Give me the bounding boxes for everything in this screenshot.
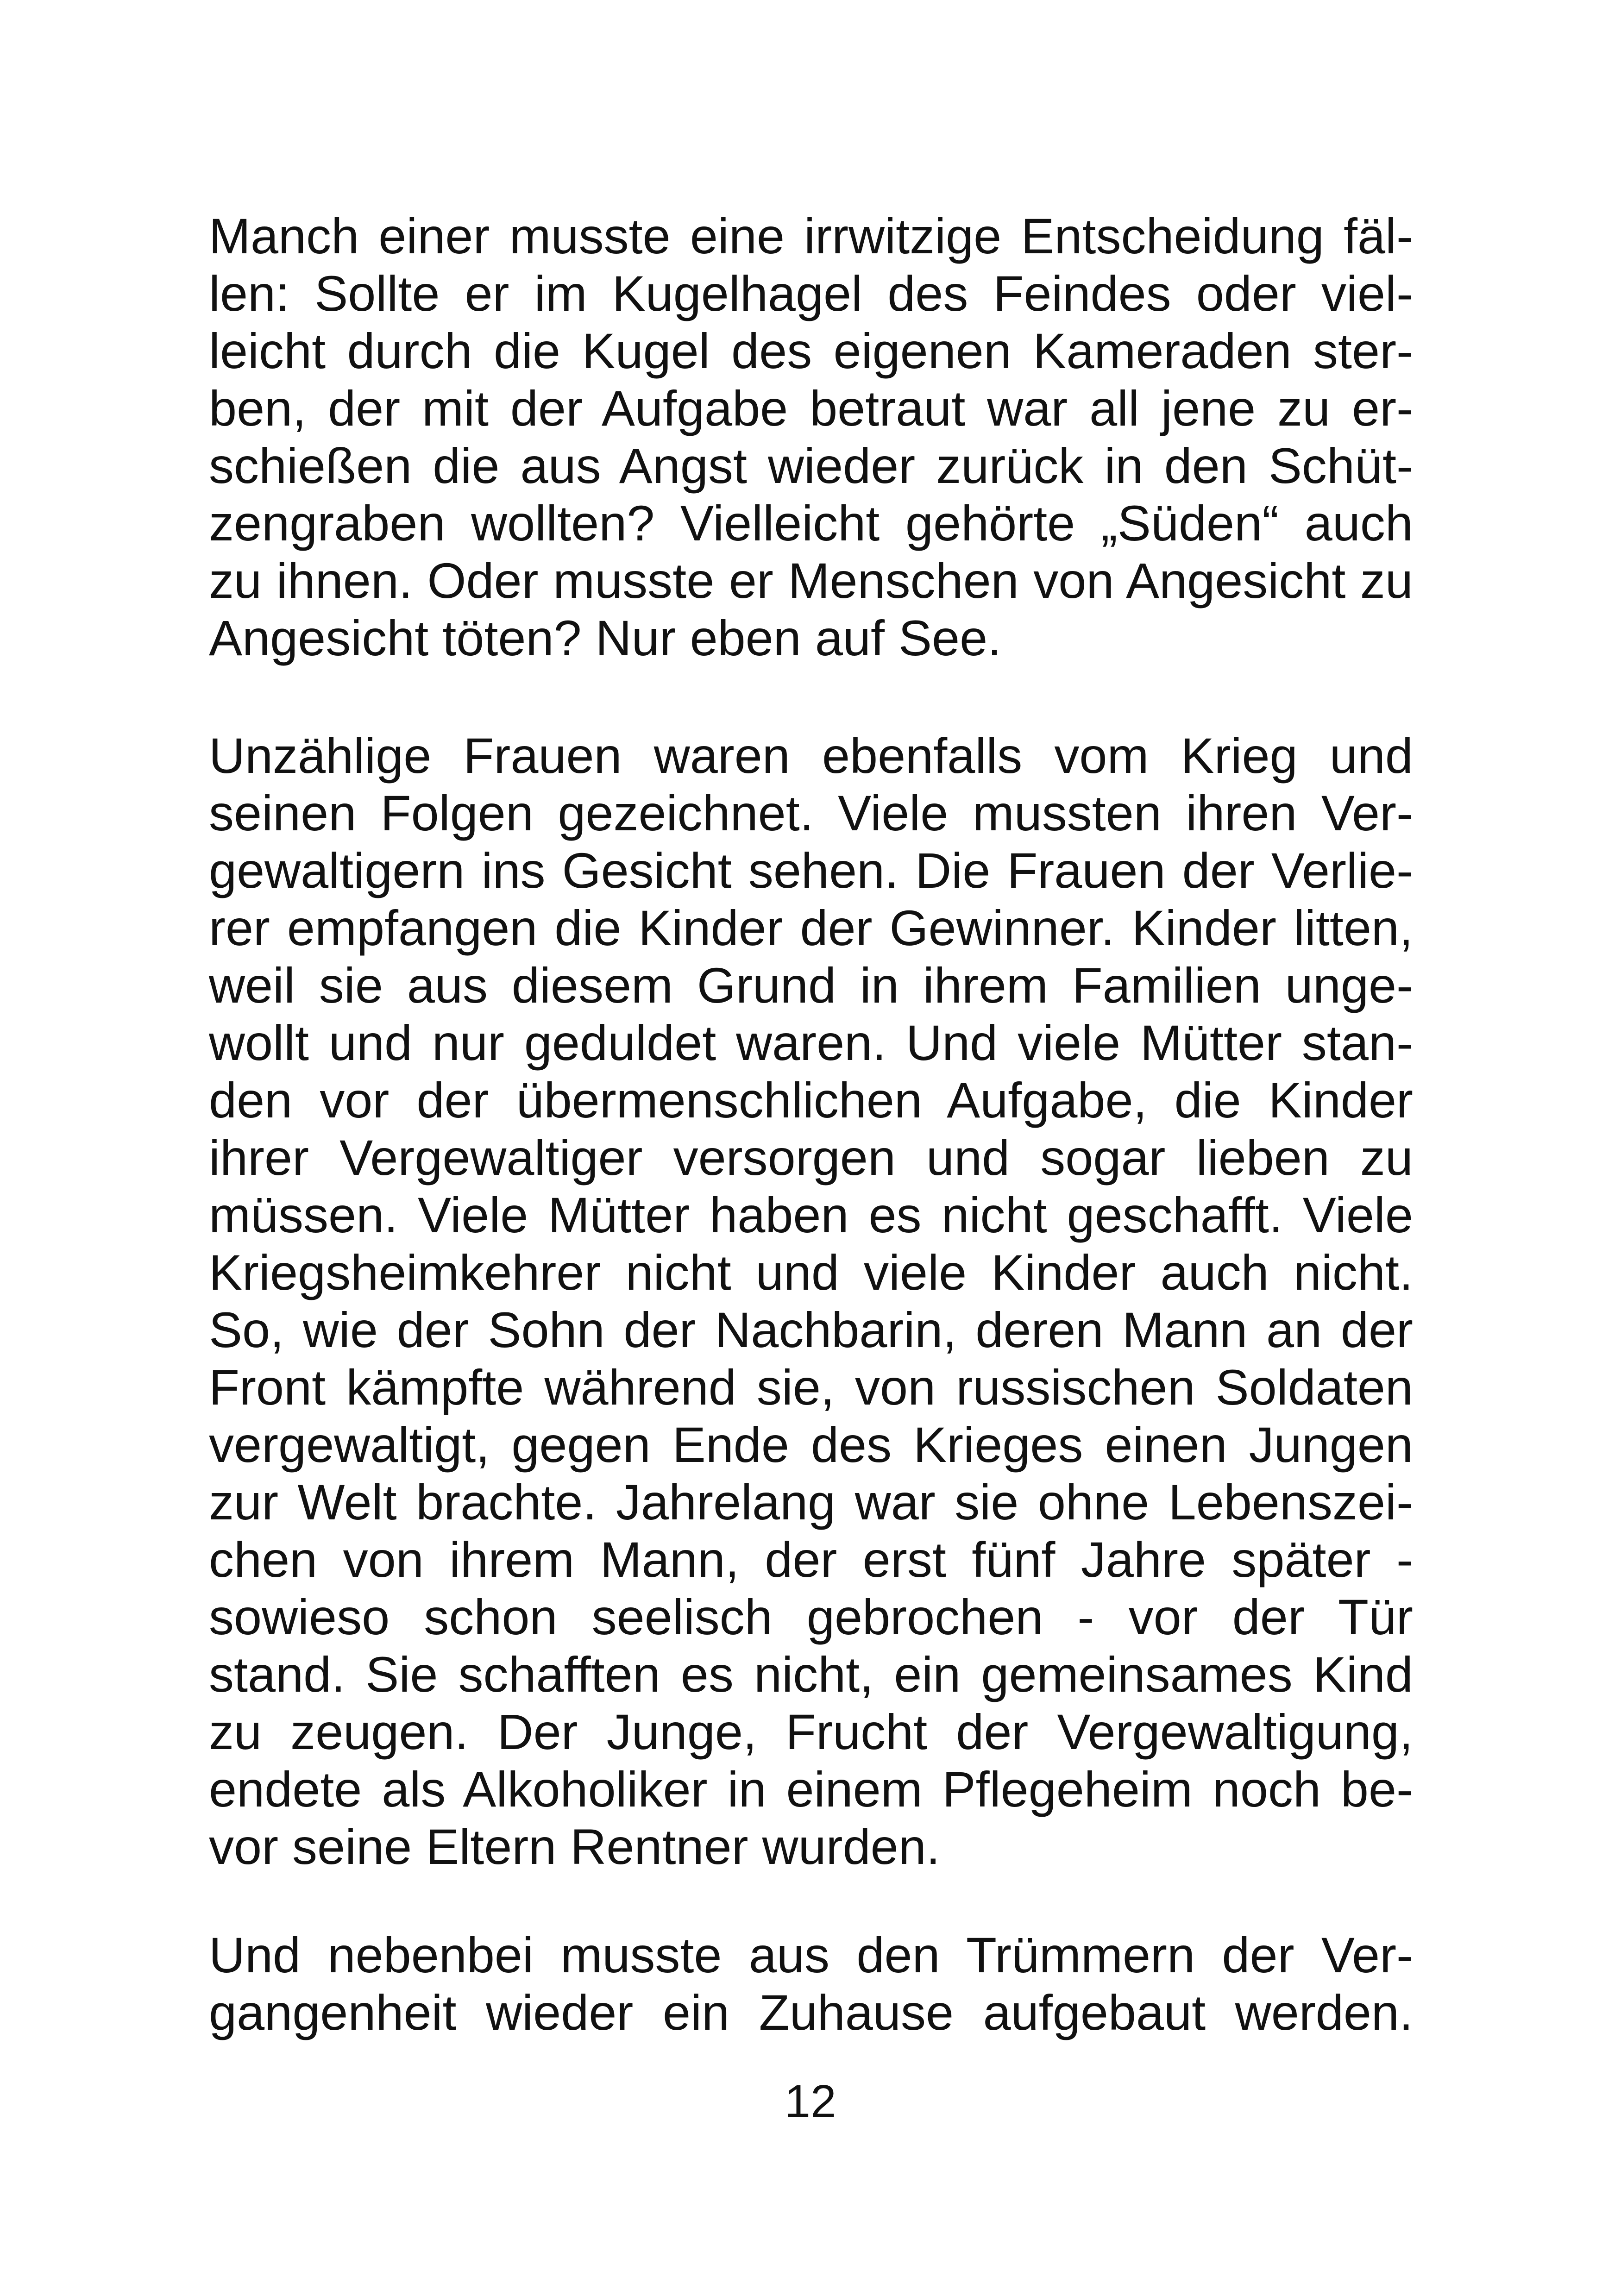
- text-line: Kriegsheimkehrer nicht und viele Kinder auch nicht.: [209, 1244, 1413, 1300]
- text-line: Front kämpfte während sie, von russischen Soldaten: [209, 1359, 1413, 1415]
- text-line: ben, der mit der Aufgabe betraut war all jene zu er-: [209, 380, 1413, 436]
- text-line: Und nebenbei musste aus den Trümmern der Ver-: [209, 1927, 1413, 1983]
- text-line: rer empfangen die Kinder der Gewinner. Kinder litten,: [209, 900, 1413, 956]
- text-line: gangenheit wieder ein Zuhause aufgebaut werden.: [209, 1984, 1413, 2040]
- page-number: 12: [785, 2076, 836, 2127]
- text-line: wollt und nur geduldet waren. Und viele Mütter stan-: [209, 1015, 1413, 1071]
- text-line: ihrer Vergewaltiger versorgen und sogar lieben zu: [209, 1129, 1413, 1186]
- text-line: gewaltigern ins Gesicht sehen. Die Frauen der Verlie-: [209, 842, 1413, 898]
- text-line: vor seine Eltern Rentner wurden.: [209, 1819, 940, 1875]
- text-line: seinen Folgen gezeichnet. Viele mussten ihren Ver-: [209, 785, 1413, 841]
- text-line: zu zeugen. Der Junge, Frucht der Vergewaltigung,: [209, 1704, 1413, 1760]
- paragraph-1: [209, 207, 1413, 667]
- text-line: Unzählige Frauen waren ebenfalls vom Krieg und: [209, 728, 1413, 784]
- text-line: Manch einer musste eine irrwitzige Entscheidung fäl-: [209, 208, 1413, 264]
- text-line: müssen. Viele Mütter haben es nicht geschafft. Viele: [209, 1187, 1413, 1243]
- text-line: chen von ihrem Mann, der erst fünf Jahre später -: [209, 1531, 1413, 1587]
- text-line: Angesicht töten? Nur eben auf See.: [209, 610, 1002, 666]
- paragraph-2: [209, 727, 1413, 1876]
- text-line: So, wie der Sohn der Nachbarin, deren Mann an der: [209, 1302, 1413, 1358]
- text-line: leicht durch die Kugel des eigenen Kameraden ster-: [209, 323, 1413, 379]
- text-line: zur Welt brachte. Jahrelang war sie ohne Lebenszei-: [209, 1474, 1413, 1530]
- text-line: weil sie aus diesem Grund in ihrem Familien unge-: [209, 957, 1413, 1013]
- text-line: len: Sollte er im Kugelhagel des Feindes oder viel-: [209, 265, 1413, 321]
- text-line: schießen die aus Angst wieder zurück in den Schüt-: [209, 438, 1413, 494]
- text-line: stand. Sie schafften es nicht, ein gemeinsames Kind: [209, 1646, 1413, 1702]
- text-line: zu ihnen. Oder musste er Menschen von Angesicht zu: [209, 552, 1413, 609]
- text-line: sowieso schon seelisch gebrochen - vor der Tür: [209, 1589, 1413, 1645]
- paragraph-3: [209, 1926, 1413, 2041]
- text-line: vergewaltigt, gegen Ende des Krieges einen Jungen: [209, 1417, 1413, 1473]
- text-line: endete als Alkoholiker in einem Pflegeheim noch be-: [209, 1761, 1413, 1817]
- text-line: den vor der übermenschlichen Aufgabe, die Kinder: [209, 1072, 1413, 1128]
- text-line: zengraben wollten? Vielleicht gehörte „Süden“ auch: [209, 495, 1413, 551]
